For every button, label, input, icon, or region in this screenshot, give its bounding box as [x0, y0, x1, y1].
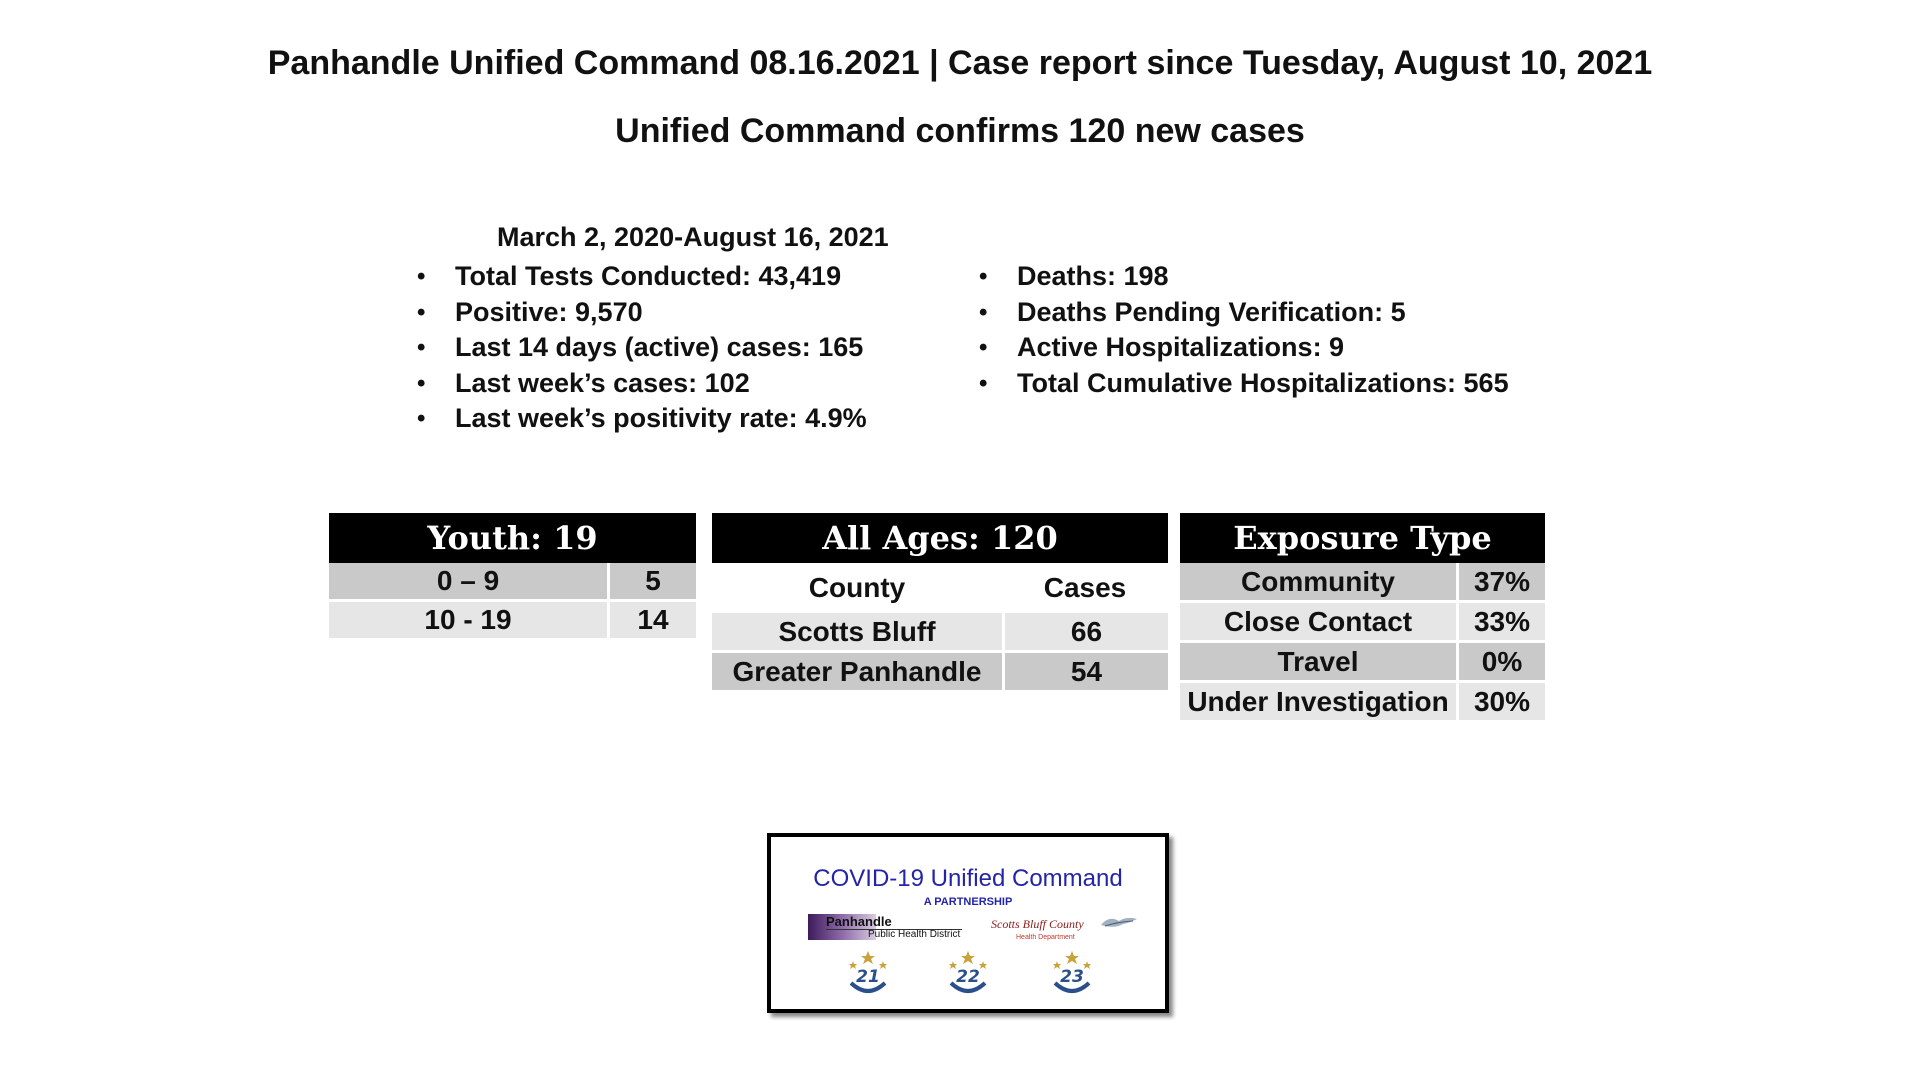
all-ages-table: [712, 513, 1168, 690]
table-row: [329, 563, 696, 599]
logo-subtitle: A PARTNERSHIP: [923, 896, 1013, 908]
exposure-table: [1180, 513, 1545, 720]
emblem-number: 22: [956, 967, 980, 987]
stat-active-cases: • Last 14 days (active) cases: 165: [417, 330, 867, 366]
stats-list-right: [979, 259, 1509, 401]
table-row: [1180, 563, 1545, 600]
stat-positive: • Positive: 9,570: [417, 295, 867, 331]
county-cases: 66: [1002, 613, 1168, 650]
bird-icon: [1099, 913, 1139, 931]
table-row: [712, 650, 1168, 690]
column-county: County: [712, 563, 1002, 613]
stat-deaths-pending: • Deaths Pending Verification: 5: [979, 295, 1509, 331]
column-cases: Cases: [1002, 563, 1168, 613]
stats-list-left: [417, 259, 867, 437]
pphd-logo: [808, 914, 962, 942]
exposure-type: Travel: [1180, 640, 1456, 680]
county-cases: 54: [1002, 650, 1168, 690]
report-subtitle: Unified Command confirms 120 new cases: [615, 112, 1305, 150]
youth-count: 5: [607, 563, 696, 599]
report-title: Panhandle Unified Command 08.16.2021 | Case report since Tuesday, August 10, 2021: [267, 44, 1653, 82]
sbc-subtitle: Health Department: [1016, 934, 1075, 941]
table-row: [1180, 600, 1545, 640]
table-row: [712, 613, 1168, 650]
exposure-pct: 33%: [1456, 600, 1545, 640]
county-name: Scotts Bluff: [712, 613, 1002, 650]
youth-table: [329, 513, 696, 638]
table-row: [329, 599, 696, 638]
stat-deaths: • Deaths: 198: [979, 259, 1509, 295]
unified-command-logo: [767, 833, 1169, 1013]
exposure-pct: 30%: [1456, 680, 1545, 720]
stat-total-tests: • Total Tests Conducted: 43,419: [417, 259, 867, 295]
pphd-name: Panhandle: [826, 914, 892, 929]
youth-age: 10 - 19: [329, 599, 607, 638]
emblem-number: 23: [1060, 967, 1084, 987]
exposure-type: Under Investigation: [1180, 680, 1456, 720]
stat-positivity-rate: • Last week’s positivity rate: 4.9%: [417, 401, 867, 437]
youth-count: 14: [607, 599, 696, 638]
emblem-22-icon: [943, 949, 993, 999]
emblem-21-icon: [843, 949, 893, 999]
stat-last-week-cases: • Last week’s cases: 102: [417, 366, 867, 402]
date-range: March 2, 2020-August 16, 2021: [497, 222, 889, 252]
exposure-pct: 0%: [1456, 640, 1545, 680]
logo-title: COVID-19 Unified Command: [813, 865, 1123, 892]
all-ages-header: All Ages: 120: [712, 513, 1168, 563]
pphd-district: Public Health District: [868, 929, 961, 940]
table-row: [1180, 640, 1545, 680]
emblem-23-icon: [1047, 949, 1097, 999]
exposure-type: Community: [1180, 563, 1456, 600]
stat-total-hospitalizations: • Total Cumulative Hospitalizations: 565: [979, 366, 1509, 402]
youth-age: 0 – 9: [329, 563, 607, 599]
stat-active-hospitalizations: • Active Hospitalizations: 9: [979, 330, 1509, 366]
exposure-pct: 37%: [1456, 563, 1545, 600]
youth-header: Youth: 19: [329, 513, 696, 563]
county-name: Greater Panhandle: [712, 650, 1002, 690]
emblem-number: 21: [856, 967, 880, 987]
table-row: [1180, 680, 1545, 720]
table-header-row: [712, 563, 1168, 613]
exposure-type: Close Contact: [1180, 600, 1456, 640]
exposure-header: Exposure Type: [1180, 513, 1545, 563]
sbc-name: Scotts Bluff County: [991, 917, 1084, 931]
